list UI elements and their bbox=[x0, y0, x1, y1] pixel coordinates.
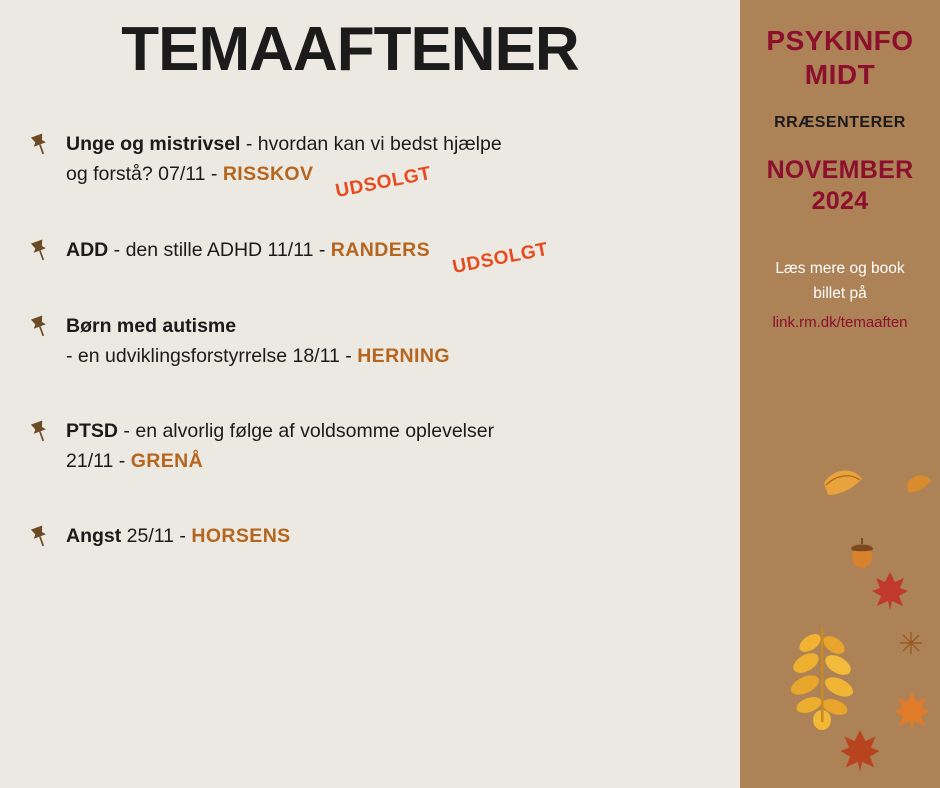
pushpin-icon bbox=[26, 418, 54, 446]
event-subtitle: - den stille ADHD 11/11 - bbox=[108, 239, 331, 261]
event-location: GRENÅ bbox=[130, 450, 204, 472]
event-line-1 bbox=[66, 311, 740, 341]
seed-icon bbox=[898, 630, 924, 656]
event-line-1 bbox=[66, 129, 740, 159]
event-list bbox=[0, 129, 740, 551]
event-line-1 bbox=[66, 416, 740, 446]
event-title: Børn med autisme bbox=[66, 315, 237, 337]
maple-leaf-icon bbox=[892, 690, 932, 732]
list-item[interactable] bbox=[26, 311, 740, 371]
booking-link[interactable]: link.rm.dk/temaaften bbox=[772, 314, 908, 331]
acorn-icon bbox=[846, 535, 878, 569]
brand-name-line1: PSYKINFO bbox=[766, 25, 914, 56]
event-subtitle: - hvordan kan vi bedst hjælpe bbox=[240, 133, 502, 155]
readmore-text bbox=[740, 256, 940, 335]
event-detail: og forstå? 07/11 - bbox=[66, 163, 223, 185]
event-title: ADD bbox=[66, 239, 109, 261]
event-line-2 bbox=[66, 341, 740, 371]
event-location: HORSENS bbox=[191, 525, 291, 547]
year-label: 2024 bbox=[811, 187, 869, 215]
event-line-2 bbox=[66, 446, 740, 476]
pushpin-icon bbox=[26, 523, 54, 551]
readmore-line1: Læs mere og book bbox=[775, 260, 905, 277]
month-label: NOVEMBER bbox=[766, 156, 914, 184]
list-item[interactable] bbox=[26, 235, 740, 279]
page-title: TEMAAFTENER bbox=[121, 15, 579, 84]
event-location: RANDERS bbox=[330, 239, 431, 261]
leaf-icon bbox=[820, 465, 866, 505]
maple-leaf-icon bbox=[870, 570, 910, 612]
pushpin-icon bbox=[26, 313, 54, 341]
pushpin-icon bbox=[26, 237, 54, 265]
event-subtitle: - en alvorlig følge af voldsomme oplevelser bbox=[118, 420, 495, 442]
event-title: PTSD bbox=[66, 420, 119, 442]
list-item[interactable] bbox=[26, 129, 740, 203]
event-title: Angst bbox=[66, 525, 122, 547]
list-item[interactable] bbox=[26, 416, 740, 476]
maple-leaf-icon bbox=[838, 728, 882, 774]
sidebar bbox=[740, 0, 940, 788]
compound-leaf-icon bbox=[778, 615, 868, 730]
brand-name-line2: MIDT bbox=[804, 59, 876, 90]
leaf-icon bbox=[904, 470, 934, 500]
event-subtitle: 25/11 - bbox=[121, 525, 192, 547]
event-location: RISSKOV bbox=[222, 163, 314, 185]
list-item[interactable] bbox=[26, 521, 740, 551]
presents-label: RRÆSENTERER bbox=[774, 114, 906, 131]
event-line-1 bbox=[66, 235, 740, 279]
event-line-2 bbox=[66, 159, 740, 203]
readmore-line2: billet på bbox=[813, 285, 867, 302]
event-title: Unge og mistrivsel bbox=[66, 133, 241, 155]
status-badge: UDSOLGT bbox=[450, 238, 551, 279]
event-line-1 bbox=[66, 521, 740, 551]
event-location: HERNING bbox=[357, 345, 450, 367]
event-detail: 21/11 - bbox=[66, 450, 131, 472]
event-detail: - en udviklingsforstyrrelse 18/11 - bbox=[66, 345, 358, 367]
status-badge: UDSOLGT bbox=[334, 162, 434, 203]
pushpin-icon bbox=[26, 131, 54, 159]
